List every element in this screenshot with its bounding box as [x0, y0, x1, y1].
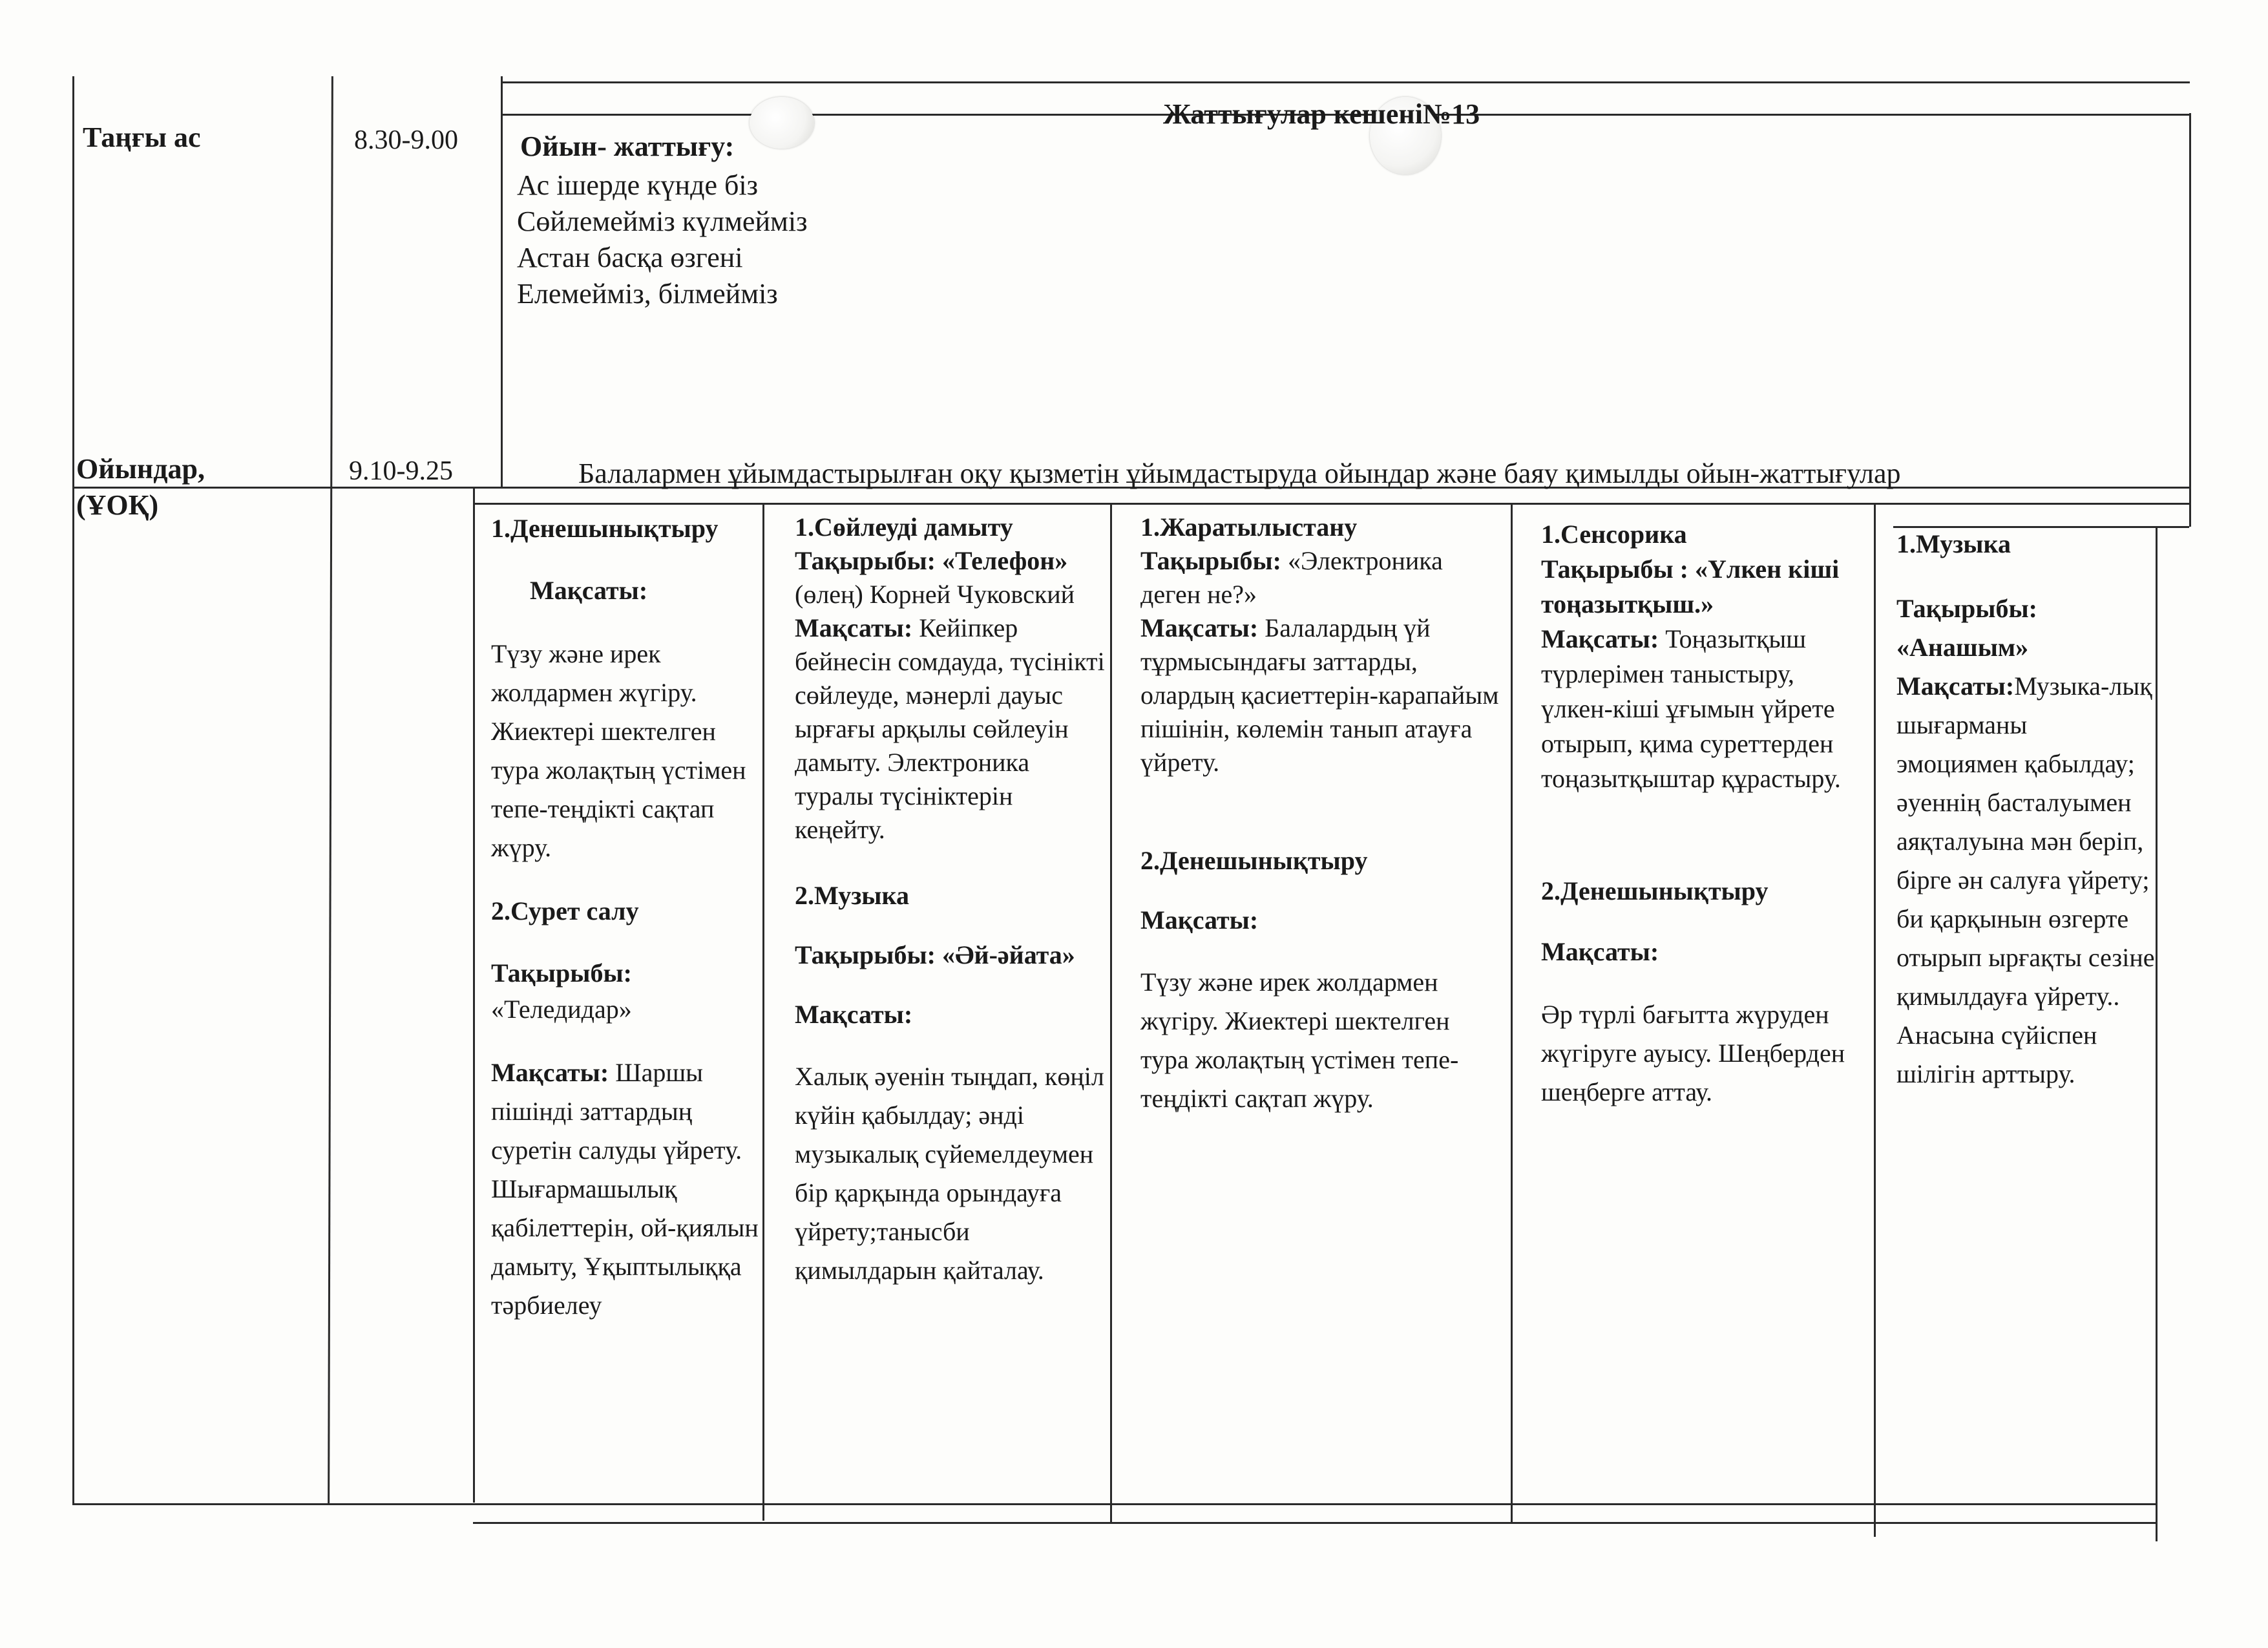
- goal-text: Әр түрлі бағытта жүруден жүгіруге ауысу. Шеңберден шеңберге аттау.: [1541, 1000, 1845, 1106]
- poem-line: Астан басқа өзгені: [517, 242, 743, 273]
- exercise-banner: Жаттығулар кешені№13: [1163, 98, 1480, 130]
- subcolumn-divider-3: [1511, 503, 1513, 1524]
- section-title: 1.Музыка: [1896, 529, 2011, 558]
- section-title: 1.Сөйлеуді дамыту: [795, 512, 1013, 542]
- goal-text: Шаршы пішінді заттардың суретін салуды үйрету. Шығармашылық қабілеттерін, ой-қиялын дамыту, Ұқыптылыққа тәрбиелеу: [491, 1058, 759, 1320]
- table-right-border-lower: [2156, 527, 2158, 1541]
- goal-text: Музыка-лық шығарманы эмоциямен қабылдау; әуеннің басталуымен аяқталуына мән беріп, бірге ән салуға үйрету; би қарқынын өзгерте отырып ырғақты сезіне қимылдауға үйрету.. Анасына сүйіспен шілігін арттыру.: [1896, 671, 2155, 1088]
- topic-text: «Теледидар»: [491, 995, 632, 1024]
- goal-label: Мақсаты:: [530, 576, 648, 605]
- section-title: 1.Жаратылыстану: [1140, 512, 1358, 542]
- goal-text: Халық әуенін тыңдап, көңіл күйін қабылдау; әнді музыкалық сүйемелдеумен бір қарқында орындауға үйрету;танысби қимылдарын қайталау.: [795, 1062, 1104, 1285]
- table-right-border-upper: [2189, 113, 2191, 527]
- time-breakfast: 8.30-9.00: [354, 125, 458, 155]
- column-divider-content-lower: [473, 488, 475, 1503]
- row-label-games: Ойындар, (ҰОҚ): [76, 453, 205, 521]
- topic-label: Тақырыбы:: [1140, 546, 1281, 575]
- subject-column-5: [1896, 525, 2155, 1119]
- goal-label: Мақсаты:: [1541, 937, 1659, 966]
- goal-text: Түзу және ирек жолдармен жүгіру. Жиектері шектелген тура жолақтың үстімен тепе-теңдікті сақтап жүру.: [1140, 967, 1459, 1113]
- topic-text: «Электроника деген не?»: [1140, 546, 1443, 609]
- topic-label: Тақырыбы:: [491, 958, 632, 988]
- games-intro: Балалармен ұйымдастырылған оқу қызметін ұйымдастыруда ойындар және баяу қимылды ойын-жаттығулар: [578, 458, 1901, 489]
- section-title: 1.Сенсорика: [1541, 520, 1687, 549]
- goal-text: Балалардың үй тұрмысындағы заттарды, олардың қасиеттерін-карапайым пішінін, көлемін танып атауға үйрету.: [1140, 613, 1499, 777]
- goal-text: Түзу және ирек жолдармен жүгіру. Жиектері шектелген тура жолақтың үстімен тепе-теңдікті сақтап жүру.: [491, 639, 746, 862]
- goal-label: Мақсаты:: [1140, 613, 1259, 642]
- punch-hole: [750, 97, 814, 149]
- subcolumn-divider-2: [1110, 503, 1112, 1524]
- subject-column-1: [491, 511, 762, 1351]
- goal-label: Мақсаты:: [1140, 905, 1259, 935]
- table-left-border: [72, 76, 74, 1503]
- subject-column-3: [1140, 511, 1502, 1144]
- topic-label: Тақырыбы : «Үлкен кіші тоңазытқыш.»: [1541, 555, 1840, 618]
- banner-top-border: [501, 81, 2190, 83]
- subject-column-2: [795, 511, 1105, 1316]
- intro-bottom-border: [473, 503, 2189, 505]
- subcolumn-divider-4: [1874, 503, 1876, 1537]
- section-title: 2.Денешынықтыру: [1541, 876, 1769, 905]
- section-title: 2.Сурет салу: [491, 896, 639, 925]
- subject-column-4: [1541, 517, 1867, 1137]
- time-games: 9.10-9.25: [349, 456, 453, 486]
- goal-label: Мақсаты:: [795, 613, 913, 642]
- game-title: Ойын- жаттығу:: [520, 131, 735, 162]
- goal-label: Мақсаты:: [491, 1058, 609, 1087]
- topic-label: Тақырыбы: «Телефон»: [795, 546, 1068, 575]
- goal-text: Кейіпкер бейнесін сомдауда, түсінікті сөйлеуде, мәнерлі дауыс ырғағы арқылы сөйлеуін дамыту. Электроника туралы түсініктерін кеңейту.: [795, 613, 1105, 844]
- goal-text: Тоңазытқыш түрлерімен таныстыру, үлкен-кіші ұғымын үйрете отырып, қима суреттерден тоңазытқыштар құрастыру.: [1541, 624, 1841, 793]
- column-divider-content: [501, 76, 503, 489]
- section-title: 2.Музыка: [795, 881, 909, 910]
- row-label-breakfast: Таңғы ас: [83, 121, 201, 153]
- section-title: 2.Денешынықтыру: [1140, 846, 1368, 875]
- poem-line: Елемейміз, білмейміз: [517, 278, 778, 310]
- column-divider-time: [328, 76, 333, 1503]
- goal-label: Мақсаты:: [795, 1000, 913, 1029]
- section-title: 1.Денешынықтыру: [491, 514, 719, 543]
- subcolumn-divider-1: [762, 503, 764, 1521]
- table-bottom-border: [72, 1503, 2157, 1505]
- topic-text: (өлең) Корней Чуковский: [795, 580, 1075, 609]
- subcolumns-bottom-border: [473, 1522, 2157, 1524]
- topic-label: Тақырыбы: «Анашым»: [1896, 594, 2037, 662]
- topic-label: Тақырыбы: «Әй-әйата»: [795, 940, 1075, 969]
- poem-line: Сөйлемейміз күлмейміз: [517, 206, 808, 237]
- goal-label: Мақсаты:: [1541, 624, 1659, 653]
- poem-line: Ас ішерде күнде біз: [517, 169, 759, 201]
- goal-label: Мақсаты:: [1896, 671, 2015, 701]
